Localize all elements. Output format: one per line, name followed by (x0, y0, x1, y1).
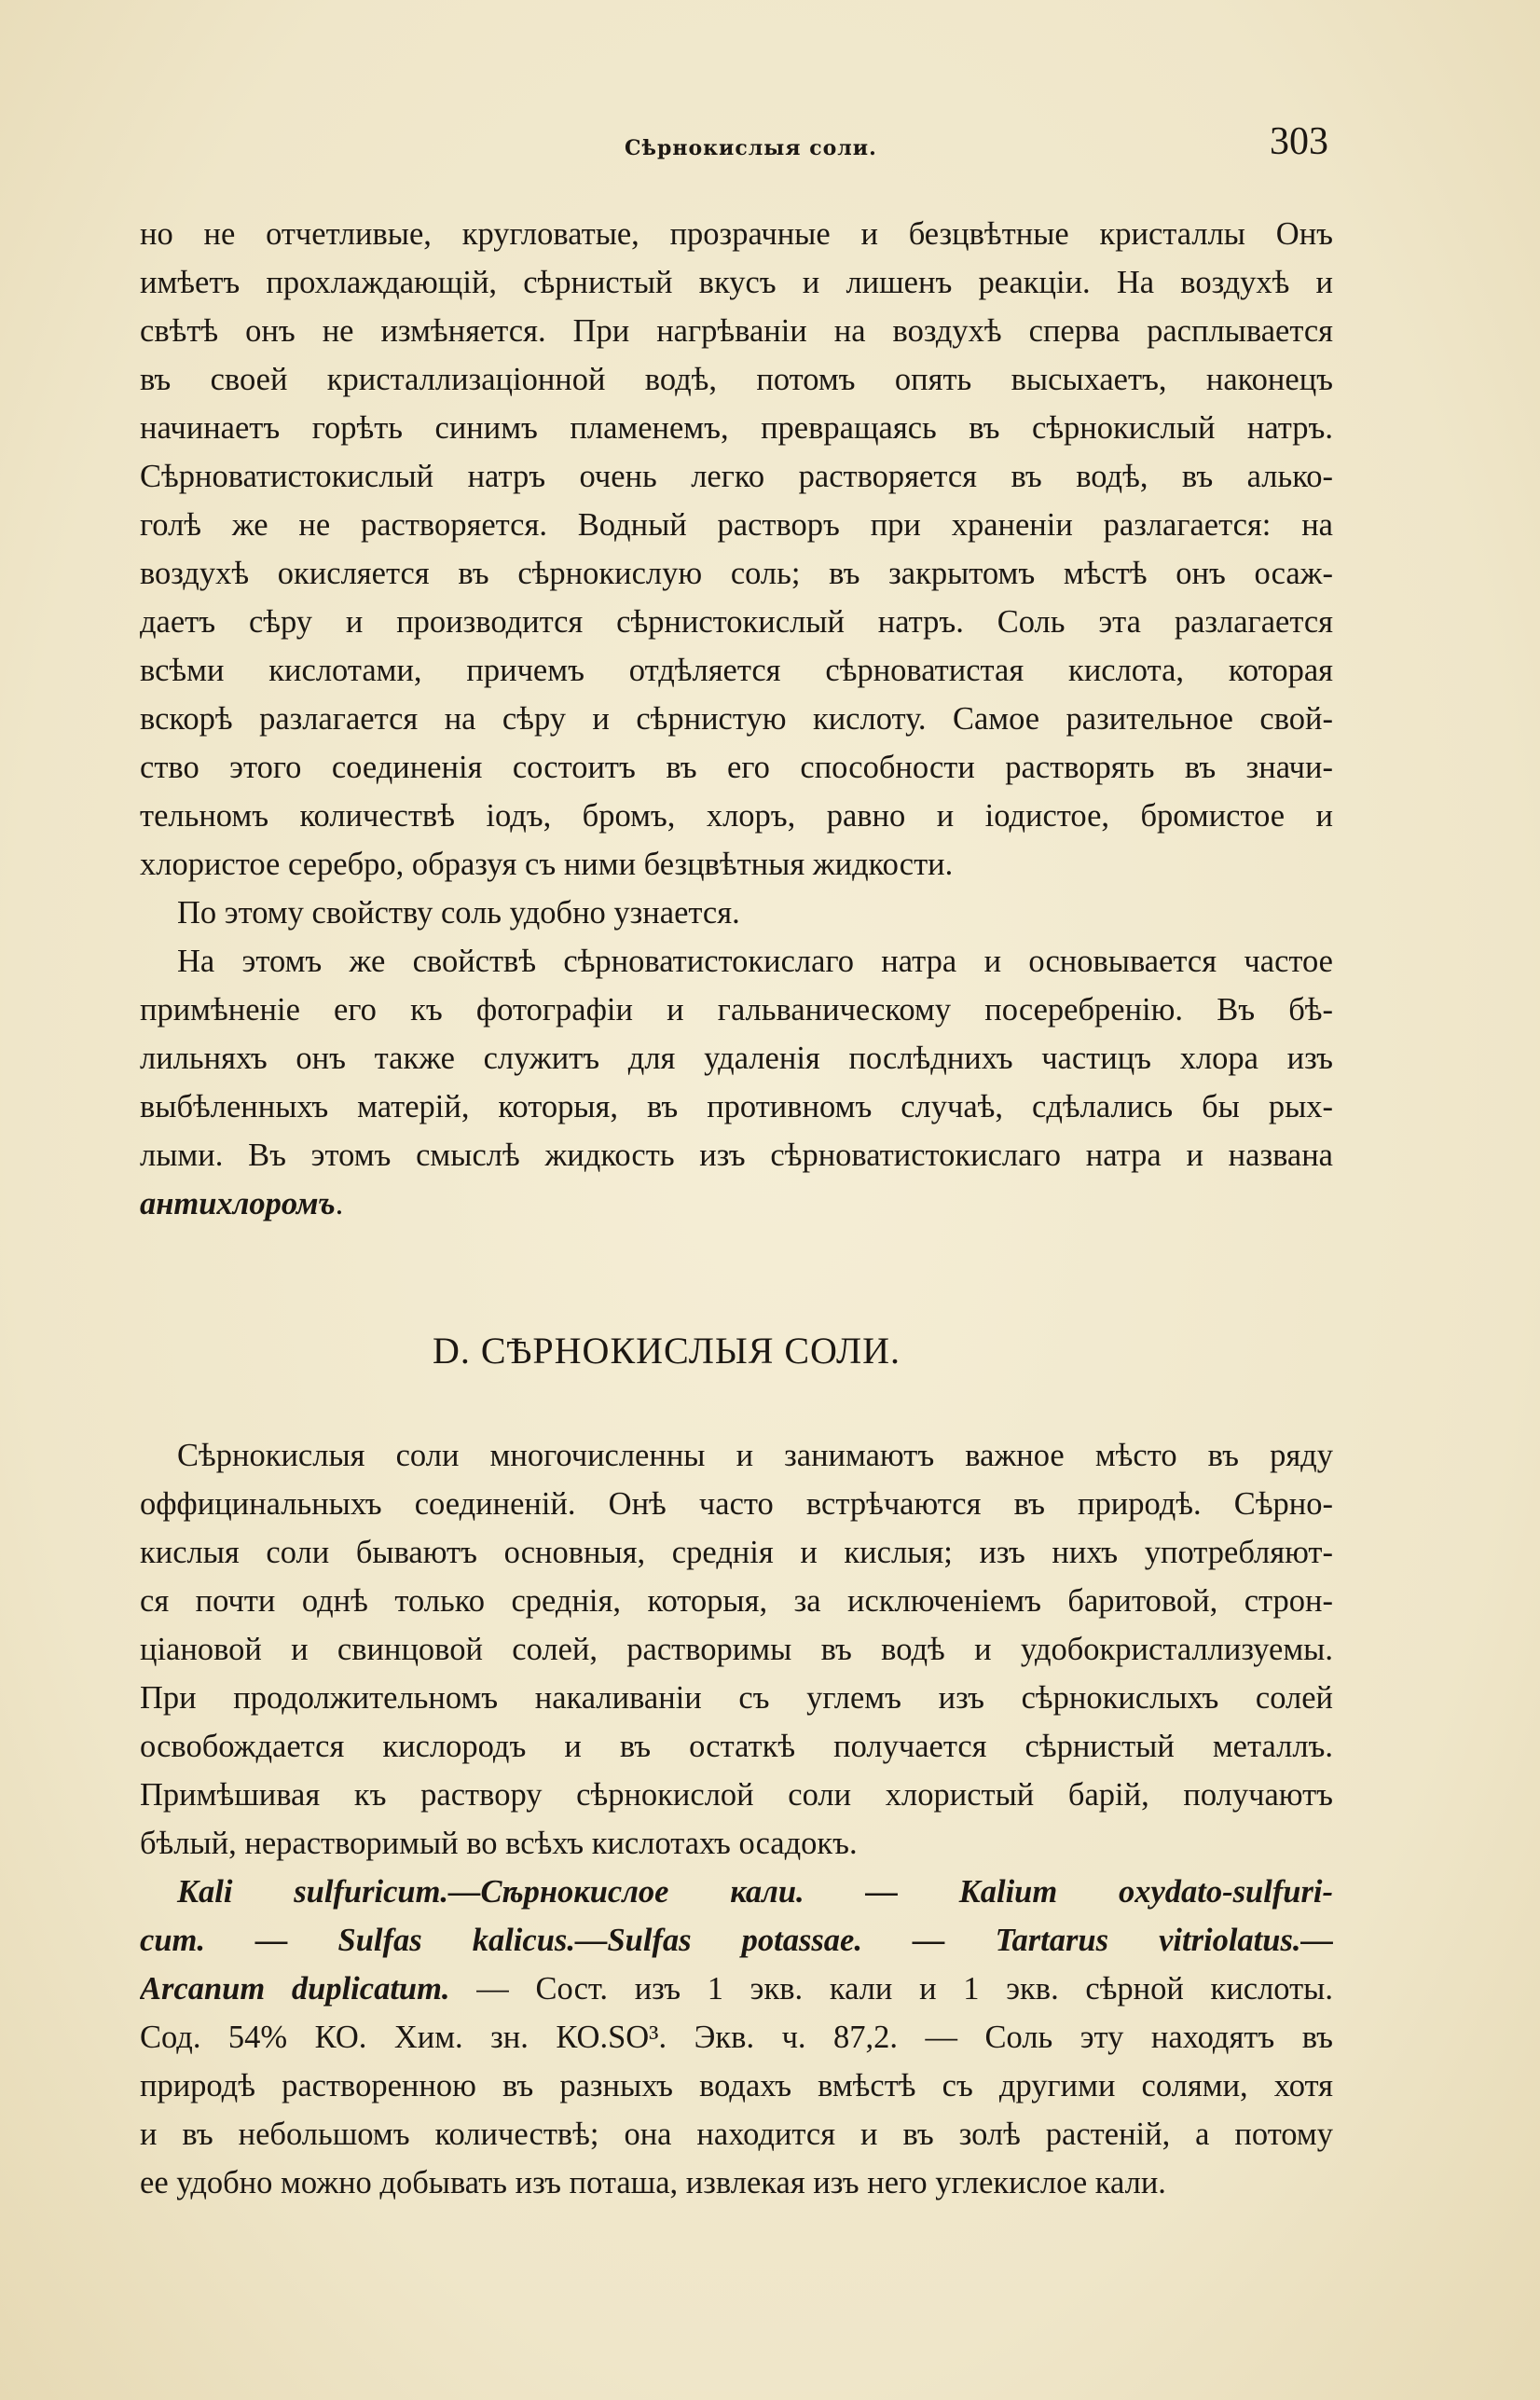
text-line: бѣлый, нерастворимый во всѣхъ кислотахъ осадокъ. (140, 1826, 858, 1861)
text-line: На этомъ же свойствѣ сѣрноватистокислаго натра и основывается частое (177, 944, 1333, 979)
text-line (140, 1965, 1333, 2013)
text-line: По этому свойству соль удобно узнается. (177, 895, 740, 931)
italic-term: Arcanum duplicatum. (140, 1971, 450, 2007)
text-line: При продолжительномъ накаливаніи съ углемъ изъ сѣрнокислыхъ солей (140, 1680, 1333, 1716)
text-line: антихлоромъ. (140, 1186, 344, 1221)
text-line: начинаетъ горѣть синимъ пламенемъ, превращаясь въ сѣрнокислый натръ. (140, 410, 1333, 446)
running-head: Сѣрнокислыя соли. (625, 136, 877, 160)
text-line: свѣтѣ онъ не измѣняется. При нагрѣваніи на воздухѣ сперва расплывается (140, 313, 1333, 349)
text-line: воздухѣ окисляется въ сѣрнокислую соль; въ закрытомъ мѣстѣ онъ осаж- (140, 556, 1333, 591)
text-line: ство этого соединенія состоитъ въ его способности растворять въ значи- (140, 750, 1333, 785)
paragraph-sulfates (140, 1431, 1333, 2207)
text-line: освобождается кислородъ и въ остаткѣ получается сѣрнистый металлъ. (140, 1729, 1333, 1764)
text-line: имѣетъ прохлаждающій, сѣрнистый вкусъ и лишенъ реакціи. На воздухѣ и (140, 265, 1333, 300)
text-line: Сѣрноватистокислый натръ очень легко растворяется въ водѣ, въ алько- (140, 459, 1333, 494)
text-line: Сод. 54% КО. Хим. зн. КО.SO³. Экв. ч. 87,2. — Соль эту находятъ въ (140, 2020, 1333, 2055)
text-line: всѣми кислотами, причемъ отдѣляется сѣрноватистая кислота, которая (140, 653, 1333, 688)
text-line: cum. — Sulfas kalicus.—Sulfas potassae. — Tartarus vitriolatus.— (140, 1923, 1333, 1958)
text-run: — Сост. изъ 1 экв. кали и 1 экв. сѣрной кислоты. (449, 1971, 1333, 2007)
text-line: ее удобно можно добывать изъ поташа, извлекая изъ него углекислое кали. (140, 2165, 1166, 2200)
text-line: хлористое серебро, образуя съ ними безцвѣтныя жидкости. (140, 847, 954, 882)
text-line: лильняхъ онъ также служитъ для удаленія послѣднихъ частицъ хлора изъ (140, 1041, 1333, 1076)
text-line: и въ небольшомъ количествѣ; она находится и въ золѣ растеній, а потому (140, 2117, 1333, 2152)
text-line: въ своей кристаллизаціонной водѣ, потомъ опять высыхаетъ, наконецъ (140, 362, 1333, 397)
text-line: ся почти однѣ только среднія, которыя, за исключеніемъ баритовой, строн- (140, 1583, 1333, 1619)
section-title: D. СѢРНОКИСЛЫЯ СОЛИ. (433, 1330, 901, 1372)
text-line: ціановой и свинцовой солей, растворимы въ водѣ и удобокристаллизуемы. (140, 1632, 1333, 1667)
text-line: Примѣшивая къ раствору сѣрнокислой соли хлористый барій, получаютъ (140, 1777, 1333, 1813)
text-line: выбѣленныхъ матерій, которыя, въ противномъ случаѣ, сдѣлались бы рых- (140, 1089, 1333, 1124)
text-line: примѣненіе его къ фотографіи и гальваническому посеребренію. Въ бѣ- (140, 992, 1333, 1028)
page-header (140, 119, 1328, 175)
paragraph-thiosulfate (140, 210, 1333, 1228)
text-line: тельномъ количествѣ іодъ, бромъ, хлоръ, равно и іодистое, бромистое и (140, 798, 1333, 834)
text-line: кислыя соли бываютъ основныя, среднія и кислыя; изъ нихъ употребляют- (140, 1535, 1333, 1570)
italic-term: антихлоромъ (140, 1186, 336, 1221)
text-line: Сѣрнокислыя соли многочисленны и занимаютъ важное мѣсто въ ряду (177, 1438, 1333, 1473)
text-line: вскорѣ разлагается на сѣру и сѣрнистую кислоту. Самое разительное свой- (140, 701, 1333, 737)
text-line: оффицинальныхъ соединеній. Онѣ часто встрѣчаются въ природѣ. Сѣрно- (140, 1486, 1333, 1522)
text-line: лыми. Въ этомъ смыслѣ жидкость изъ сѣрноватистокислаго натра и названа (140, 1138, 1333, 1173)
text-line: голѣ же не растворяется. Водный растворъ при храненіи разлагается: на (140, 507, 1333, 543)
page-number: 303 (1270, 120, 1328, 163)
text-line: но не отчетливые, кругловатые, прозрачные и безцвѣтные кристаллы Онъ (140, 216, 1333, 252)
text-line: Kali sulfuricum.—Сѣрнокислое кали. — Kalium oxydato-sulfuri- (177, 1874, 1333, 1910)
text-line: природѣ растворенною въ разныхъ водахъ вмѣстѣ съ другими солями, хотя (140, 2068, 1333, 2103)
text-line: даетъ сѣру и производится сѣрнистокислый натръ. Соль эта разлагается (140, 604, 1333, 640)
